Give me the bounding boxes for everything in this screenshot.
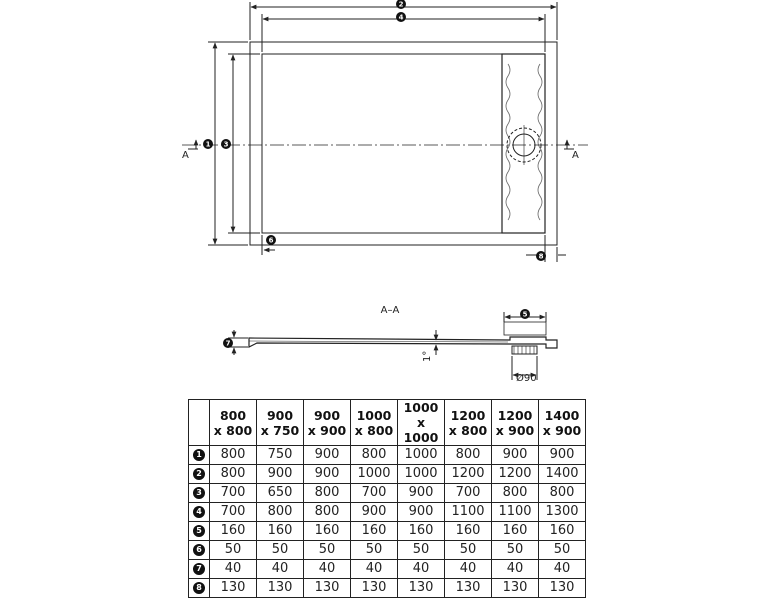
- dimension-marker-badge: 8: [193, 582, 205, 594]
- table-cell: 160: [351, 522, 398, 541]
- table-cell: 900: [351, 503, 398, 522]
- table-cell: 40: [492, 560, 539, 579]
- dimension-marker-badge: 5: [193, 525, 205, 537]
- table-cell: 50: [257, 541, 304, 560]
- table-cell: 130: [492, 579, 539, 598]
- row-marker: [189, 465, 210, 484]
- table-cell: 900: [257, 465, 304, 484]
- svg-text:1: 1: [205, 140, 211, 149]
- size-header: 1000 x 800: [351, 400, 398, 446]
- table-cell: 40: [539, 560, 586, 579]
- svg-text:6: 6: [268, 236, 274, 245]
- table-cell: 1100: [445, 503, 492, 522]
- svg-text:5: 5: [522, 310, 528, 319]
- table-corner: [189, 400, 210, 446]
- table-cell: 800: [492, 484, 539, 503]
- table-cell: 50: [398, 541, 445, 560]
- table-cell: 900: [398, 484, 445, 503]
- table-cell: 900: [304, 446, 351, 465]
- row-marker: [189, 522, 210, 541]
- table-cell: 160: [210, 522, 257, 541]
- tray-outer-outline: [250, 42, 557, 245]
- table-cell: 900: [304, 465, 351, 484]
- row-marker: [189, 446, 210, 465]
- section-marker-left: A: [182, 150, 189, 161]
- table-cell: 160: [445, 522, 492, 541]
- table-cell: 40: [445, 560, 492, 579]
- size-header: 900 x 900: [304, 400, 351, 446]
- table-cell: 160: [257, 522, 304, 541]
- table-cell: 800: [257, 503, 304, 522]
- table-cell: 1000: [351, 465, 398, 484]
- svg-text:3: 3: [223, 140, 229, 149]
- row-marker: [189, 579, 210, 598]
- drain-channel: [502, 54, 545, 233]
- row-marker: [189, 484, 210, 503]
- table-cell: 50: [445, 541, 492, 560]
- table-cell: 40: [257, 560, 304, 579]
- table-cell: 40: [210, 560, 257, 579]
- section-view: [225, 312, 557, 380]
- table-cell: 130: [304, 579, 351, 598]
- size-header: 1200 x 900: [492, 400, 539, 446]
- table-cell: 130: [210, 579, 257, 598]
- table-cell: 1000: [398, 465, 445, 484]
- table-cell: 130: [445, 579, 492, 598]
- table-cell: 1300: [539, 503, 586, 522]
- table-cell: 800: [351, 446, 398, 465]
- table-cell: 900: [398, 503, 445, 522]
- marker-8: [536, 251, 546, 261]
- table-cell: 1200: [492, 465, 539, 484]
- dimension-marker-badge: 1: [193, 449, 205, 461]
- table-cell: 700: [351, 484, 398, 503]
- table-cell: 50: [351, 541, 398, 560]
- table-cell: 650: [257, 484, 304, 503]
- table-cell: 1400: [539, 465, 586, 484]
- table-row: [189, 522, 586, 541]
- size-header: 900 x 750: [257, 400, 304, 446]
- marker-3: [221, 139, 231, 149]
- table-row: [189, 503, 586, 522]
- marker-2: [396, 0, 406, 9]
- size-header: 1200 x 800: [445, 400, 492, 446]
- marker-4: [396, 12, 406, 22]
- table-row: [189, 446, 586, 465]
- dimension-marker-badge: 2: [193, 468, 205, 480]
- table-cell: 700: [445, 484, 492, 503]
- table-cell: 750: [257, 446, 304, 465]
- table-cell: 1200: [445, 465, 492, 484]
- table-cell: 700: [210, 484, 257, 503]
- marker-1: [203, 139, 213, 149]
- row-marker: [189, 560, 210, 579]
- table-cell: 800: [539, 484, 586, 503]
- drain-diameter-label: Ø90: [516, 373, 537, 384]
- table-cell: 1000: [398, 446, 445, 465]
- section-marker-right: A: [572, 150, 579, 161]
- table-header-row: [189, 400, 586, 446]
- marker-7: [223, 338, 233, 348]
- plan-view: [182, 2, 588, 262]
- svg-text:2: 2: [398, 0, 404, 9]
- size-header: 1000 x 1000: [398, 400, 445, 446]
- table-row: [189, 560, 586, 579]
- table-cell: 700: [210, 503, 257, 522]
- table-cell: 50: [304, 541, 351, 560]
- row-marker: [189, 503, 210, 522]
- table-cell: 130: [257, 579, 304, 598]
- table-cell: 800: [445, 446, 492, 465]
- table-cell: 800: [304, 503, 351, 522]
- dimension-marker-badge: 7: [193, 563, 205, 575]
- table-row: [189, 465, 586, 484]
- marker-6: [266, 235, 276, 245]
- svg-text:8: 8: [538, 252, 544, 261]
- table-cell: 50: [210, 541, 257, 560]
- table-cell: 40: [398, 560, 445, 579]
- size-header: 800 x 800: [210, 400, 257, 446]
- size-header: 1400 x 900: [539, 400, 586, 446]
- table-cell: 800: [210, 465, 257, 484]
- slope-label: 1°: [422, 350, 433, 362]
- row-marker: [189, 541, 210, 560]
- section-title: A–A: [380, 305, 400, 316]
- table-cell: 40: [304, 560, 351, 579]
- table-row: [189, 541, 586, 560]
- table-cell: 40: [351, 560, 398, 579]
- table-cell: 160: [539, 522, 586, 541]
- dimension-marker-badge: 3: [193, 487, 205, 499]
- dimensions-table: [188, 399, 586, 598]
- table-cell: 800: [304, 484, 351, 503]
- dimension-marker-badge: 4: [193, 506, 205, 518]
- table-cell: 160: [492, 522, 539, 541]
- table-cell: 1100: [492, 503, 539, 522]
- table-cell: 900: [492, 446, 539, 465]
- table-cell: 160: [304, 522, 351, 541]
- table-cell: 130: [351, 579, 398, 598]
- table-row: [189, 484, 586, 503]
- table-cell: 130: [398, 579, 445, 598]
- svg-text:7: 7: [225, 339, 231, 348]
- marker-5: [520, 309, 530, 319]
- table-cell: 800: [210, 446, 257, 465]
- dimension-marker-badge: 6: [193, 544, 205, 556]
- table-row: [189, 579, 586, 598]
- table-cell: 160: [398, 522, 445, 541]
- table-cell: 50: [492, 541, 539, 560]
- table-cell: 130: [539, 579, 586, 598]
- table-cell: 900: [539, 446, 586, 465]
- table-cell: 50: [539, 541, 586, 560]
- svg-text:4: 4: [398, 13, 404, 22]
